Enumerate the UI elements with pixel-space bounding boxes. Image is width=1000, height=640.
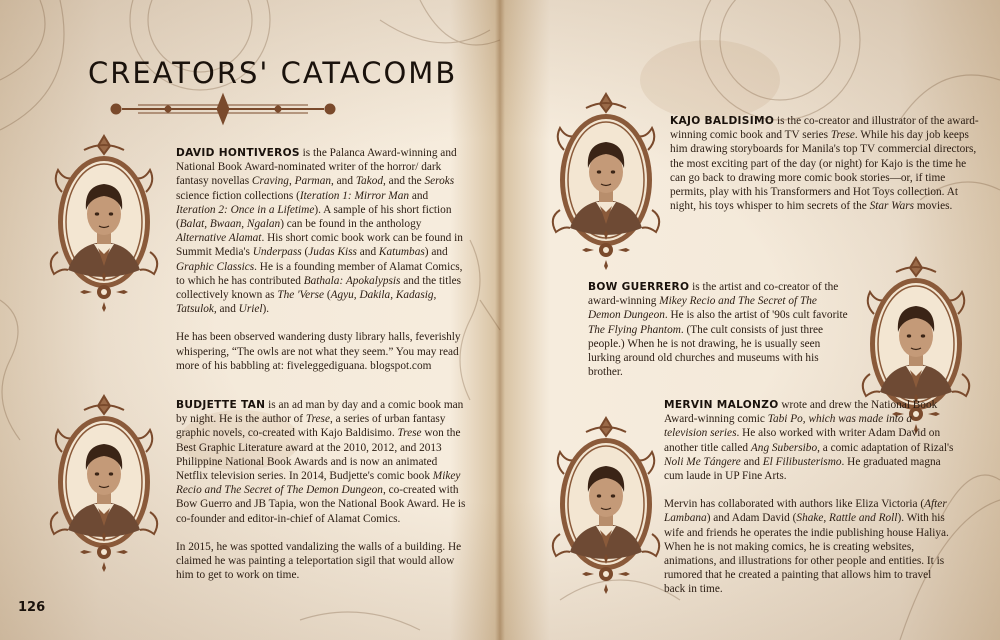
bio-text: wrote and drew the National Book Award-winning comic Tabi Po, which was made into a television series. He also worked with writer Adam David on another title called Ang Subersibo, a comic adaptation of Rizal's Noli Me Tángere and El Filibusterismo. He graduated magna cum laude in UP Fine Arts. bbox=[664, 399, 954, 483]
bio-mervin-malonzo bbox=[664, 398, 954, 611]
portrait-david-hontiveros bbox=[44, 132, 164, 317]
page-number: 126 bbox=[18, 600, 46, 615]
bio-bow-guerrero bbox=[588, 280, 850, 393]
creator-name: BUDJETTE TAN bbox=[176, 399, 266, 411]
creator-name: KAJO BALDISIMO bbox=[670, 115, 775, 127]
ornamental-divider bbox=[108, 92, 338, 126]
creator-name: BOW GUERRERO bbox=[588, 281, 690, 293]
bio-text: is the Palanca Award-winning and National Book Award-nominated writer of the horror/ dark fantasy novellas Craving, Parman, and Takod, and the Seroks science fiction collections (Iteration 1: Mirror Man and Iteration 2: Once in a Lifetime). A sample of his short fiction (Balat, Bwaan, Ngalan) can be found in the anthology Alternative Alamat. His short comic book work can be found in Summit Media's Underpass (Judas Kiss and Katumbas) and Graphic Classics. He is a founding member of Alamat Comics, to which he has contributed Bathala: Apokalypsis and the titles collectively known as The 'Verse (Agyu, Dakila, Kadasig, Tatsulok, and Uriel). bbox=[176, 147, 463, 316]
creator-name: MERVIN MALONZO bbox=[664, 399, 779, 411]
page-title: CREATORS' CATACOMB bbox=[88, 56, 458, 90]
portrait-mervin-malonzo bbox=[546, 414, 666, 599]
bio-budjette-tan bbox=[176, 398, 468, 596]
bio-text: is the artist and co-creator of the award-winning Mikey Recio and The Secret of The Demon Dungeon. He is also the artist of '90s cult favorite The Flying Phantom. (The cult consists of just three people.) When he is not drawing, he is usually seen lurking around old churches and museums with his brother. bbox=[588, 281, 848, 379]
bio-text-secondary: In 2015, he was spotted vandalizing the walls of a building. He claimed he was painting a teleportation sigil that would allow him to get to work on time. bbox=[176, 540, 462, 582]
ornate-portrait-frame bbox=[44, 392, 164, 572]
ornate-portrait-frame bbox=[546, 414, 666, 594]
bio-david-hontiveros bbox=[176, 146, 464, 387]
right-page bbox=[500, 0, 1000, 640]
bio-text-secondary: Mervin has collaborated with authors like Eliza Victoria (After Lambana) and Adam David (Shake, Rattle and Roll). With his wife and friends he operates the indie publishing house Haliya. When he is not making comics, he is creating websites, animations, and illustrations for other people and entities. It is rumored that he created a painting that allows him to travel back in time. bbox=[664, 498, 949, 596]
creator-name: DAVID HONTIVEROS bbox=[176, 147, 300, 159]
bio-text-secondary: He has been observed wandering dusty library halls, feverishly whispering, “The owls are not what they seem.” You may read more of his babbling at: fiveleggediguana. blogspot.com bbox=[176, 331, 461, 372]
bio-text: is an ad man by day and a comic book man by night. He is the author of Trese, a series of urban fantasy graphic novels, co-created with Kajo Baldisimo. Trese won the Best Graphic Literature award at the 2010, 2012, and 2013 Philippine National Book Awards and is now an animated Netflix television series. In 2014, Budjette's comic book Mikey Recio and The Secret of The Demon Dungeon, co-created with Bow Guerro and JB Tapia, won the National Book Award. He is co-founder and editor-in-chief of Alamat Comics. bbox=[176, 399, 466, 525]
portrait-kajo-baldisimo bbox=[546, 90, 666, 275]
bio-text: is the co-creator and illustrator of the award-winning comic book and TV series Trese. While his day job keeps him drawing storyboards for Manila's top TV commercial directors, the most exciting part of the day (or night) for Kajo is the time he can go back to drawing more comic book stories—or, if time permits, play with his Transformers and Hot Toys collection. At night, his toys whisper to him secrets of the Star Wars movies. bbox=[670, 115, 979, 213]
portrait-budjette-tan bbox=[44, 392, 164, 577]
ornate-portrait-frame bbox=[44, 132, 164, 312]
bio-kajo-baldisimo bbox=[670, 114, 980, 227]
ornate-portrait-frame bbox=[546, 90, 666, 270]
